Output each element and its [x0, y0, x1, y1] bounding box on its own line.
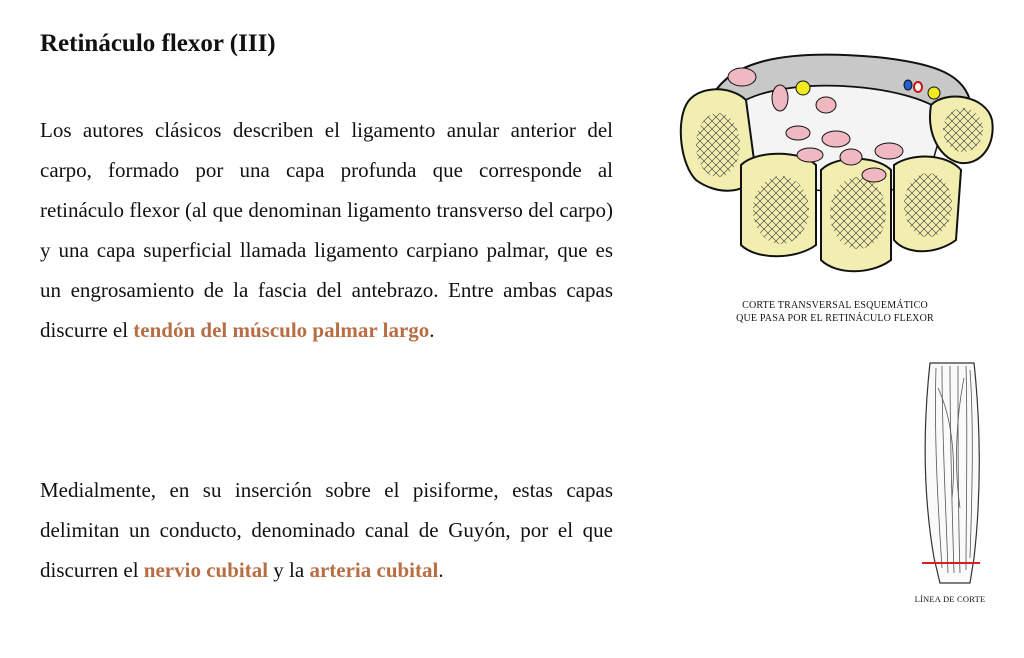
figure1-caption-line2: QUE PASA POR EL RETINÁCULO FLEXOR: [736, 313, 934, 324]
paragraph1-text: Los autores clásicos describen el ligamento anular anterior del carpo, formado por una capa profunda que corresponde al retináculo flexor (al que denominan ligamento transverso del carpo) y una capa superficial llamada ligamento carpiano palmar, que es un engrosamiento de la fascia del antebrazo. Entre ambas capas discurre el: [40, 118, 613, 342]
ulnar-vein: [904, 80, 912, 90]
cross-section-illustration: [676, 45, 996, 275]
tendon: [816, 97, 836, 113]
median-nerve: [796, 81, 810, 95]
link-palmaris-longus-tendon[interactable]: tendón del músculo palmar largo: [133, 318, 430, 342]
page-title: Retináculo flexor (III): [40, 30, 276, 57]
forearm-illustration: [912, 358, 992, 588]
paragraph2-text: Medialmente, en su inserción sobre el pisiforme, estas capas delimitan un conducto, denominado canal de Guyón, por el que discurren el: [40, 478, 613, 582]
tendon: [786, 126, 810, 140]
tendon: [840, 149, 862, 165]
figure1-caption-line1: CORTE TRANSVERSAL ESQUEMÁTICO: [742, 300, 928, 311]
tendon: [797, 148, 823, 162]
tendon: [772, 85, 788, 111]
paragraph1-end: .: [429, 318, 435, 342]
tendon: [862, 168, 886, 182]
paragraph2-middle: y la: [268, 558, 310, 582]
paragraph2-end: .: [438, 558, 444, 582]
figure1-caption: [700, 299, 970, 325]
ulnar-artery: [914, 82, 922, 92]
ulnar-nerve: [928, 87, 940, 99]
figure2-caption: LÍNEA DE CORTE: [914, 594, 986, 604]
tendon: [875, 143, 903, 159]
paragraph-guyon-canal: [40, 470, 613, 590]
tendon: [728, 68, 756, 86]
tendon: [822, 131, 850, 147]
link-ulnar-nerve[interactable]: nervio cubital: [143, 558, 269, 582]
link-ulnar-artery[interactable]: arteria cubital: [309, 558, 439, 582]
paragraph-retinaculum-layers: [40, 110, 613, 350]
